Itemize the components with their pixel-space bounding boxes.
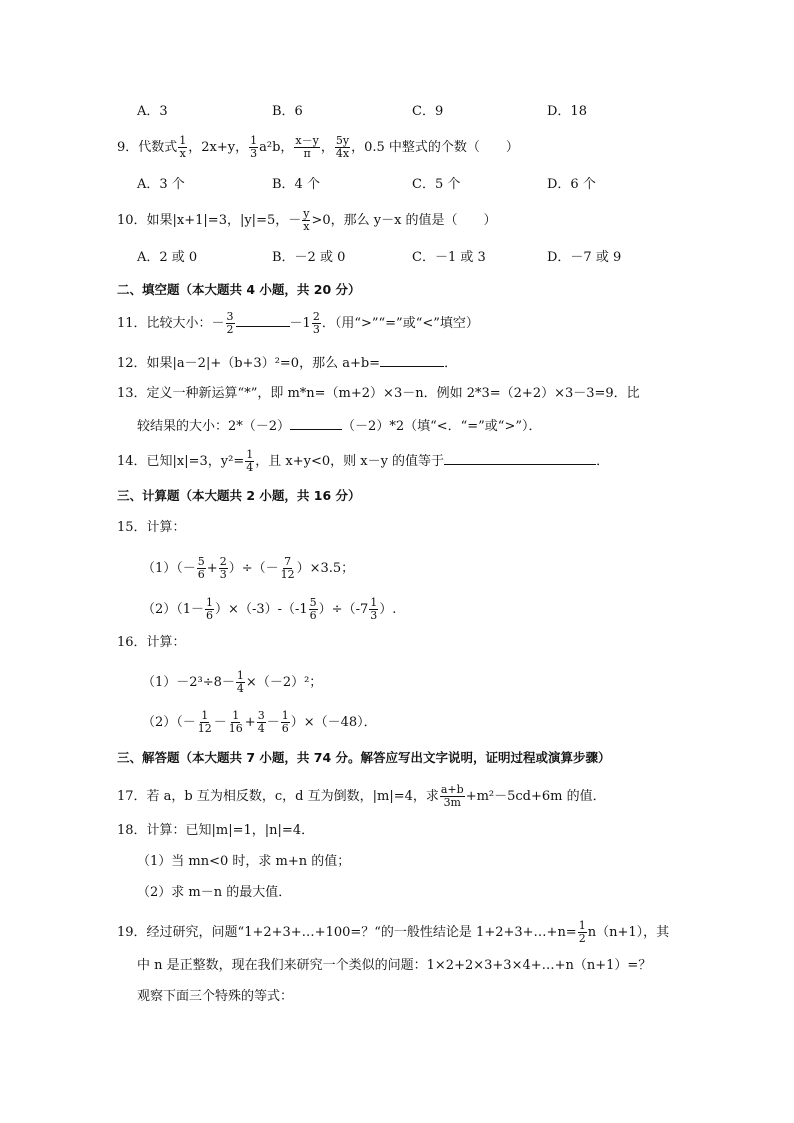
question-19-line-1: 19．经过研究，问题“1+2+3+…+100=？“的一般性结论是 1+2+3+…+n= $\frac{1}{2}$ n（n+1），其 [117, 919, 670, 945]
q9-option-b: B．4 个 [272, 177, 320, 192]
fraction: $\frac{1}{4}$ [246, 448, 254, 474]
q10-option-d: D．－7 或 9 [547, 250, 622, 265]
q8-option-c: C．9 [412, 104, 444, 119]
answer-blank[interactable] [236, 313, 290, 327]
question-15-part-1: （1）（－ $\frac{5}{6}$ + $\frac{2}{3}$ ）÷（－ $\frac{7}{12}$ ）×3.5； [142, 555, 355, 581]
question-19-line-2: 中 n 是正整数，现在我们来研究一个类似的问题：1×2+2×3+3×4+…+n（n+1）=？ [137, 958, 652, 973]
question-16-title: 16．计算： [117, 635, 186, 650]
question-18-part-2: （2）求 m－n 的最大值． [137, 885, 292, 900]
section-4-heading: 三、解答题（本大题共 7 小题，共 74 分。解答应写出文字说明，证明过程或演算步骤） [117, 750, 611, 765]
fraction: $\frac{a+b}{3m}$ [440, 783, 464, 809]
fraction: $\frac{1}{x}$ [179, 134, 187, 160]
question-15-part-2: （2）（1－ $\frac{1}{6}$ ）×（-3）-（-1 $\frac{5}{6}$ ）÷（-7 $\frac{1}{3}$ ）. [142, 596, 397, 622]
question-13-line-1: 13．定义一种新运算“*”，即 m*n=（m+2）×3－n．例如 2*3=（2+2）×3－3=9．比 [117, 386, 640, 401]
question-18-title: 18．计算：已知|m|=1，|n|=4． [117, 823, 315, 838]
question-12: 12．如果|a－2|+（b+3）²=0，那么 a+b= ． [117, 353, 457, 373]
q9-option-d: D．6 个 [547, 177, 596, 192]
question-14: 14．已知|x|=3，y²= $\frac{1}{4}$ ，且 x+y<0，则 x－y 的值等于 ． [117, 448, 610, 474]
fraction: $\frac{1}{3}$ [250, 134, 258, 160]
section-3-heading: 三、计算题（本大题共 2 小题，共 16 分） [117, 488, 361, 503]
question-10: 10．如果|x+1|=3，|y|=5，－ $\frac{y}{x}$ >0，那么 y－x 的值是（ ） [117, 207, 497, 233]
q8-option-d: D．18 [547, 104, 587, 119]
answer-blank[interactable] [290, 416, 342, 430]
question-15-title: 15．计算： [117, 520, 186, 535]
q9-option-c: C．5 个 [412, 177, 461, 192]
question-19-line-3: 观察下面三个特殊的等式： [137, 989, 294, 1004]
answer-blank[interactable] [444, 451, 596, 465]
fraction: $\frac{1}{2}$ [578, 919, 586, 945]
question-9: 9．代数式 $\frac{1}{x}$ ，2x+y， $\frac{1}{3}$ a²b， $\frac{x-y}{\pi}$ ， $\frac{5y}{4x}$ ，0.5 中整式的个数（ ） [117, 134, 519, 160]
question-18-part-1: （1）当 mn<0 时，求 m+n 的值； [137, 854, 351, 869]
fraction: $\frac{5y}{4x}$ [335, 134, 350, 160]
fraction: $\frac{y}{x}$ [303, 207, 310, 233]
section-2-heading: 二、填空题（本大题共 4 小题，共 20 分） [117, 282, 361, 297]
q10-option-a: A．2 或 0 [137, 250, 198, 265]
q10-option-b: B．－2 或 0 [272, 250, 346, 265]
answer-blank[interactable] [380, 353, 444, 367]
q10-option-c: C．－1 或 3 [412, 250, 486, 265]
q8-option-b: B．6 [272, 104, 303, 119]
question-17: 17．若 a，b 互为相反数，c，d 互为倒数，|m|=4，求 $\frac{a+b}{3m}$ +m²－5cd+6m 的值． [117, 783, 606, 809]
fraction: $\frac{3}{2}$ [226, 310, 234, 336]
q9-option-a: A．3 个 [137, 177, 185, 192]
question-16-part-1: （1）－2³÷8－ $\frac{1}{4}$ ×（－2）²； [142, 669, 323, 695]
question-16-part-2: （2）（－ $\frac{1}{12}$ － $\frac{1}{16}$ + $\frac{3}{4}$ － $\frac{1}{6}$ ）×（－48）． [142, 709, 377, 735]
question-13-line-2: 较结果的大小：2*（－2） （－2）*2（填“<．“=”或“>”）． [137, 416, 542, 436]
fraction: $\frac{2}{3}$ [312, 310, 320, 336]
question-11: 11．比较大小：－ $\frac{3}{2}$ －1 $\frac{2}{3}$ ．（用“>”“=”或“<”填空） [117, 310, 479, 336]
fraction: $\frac{x-y}{\pi}$ [295, 134, 319, 160]
q8-option-a: A．3 [137, 104, 168, 119]
